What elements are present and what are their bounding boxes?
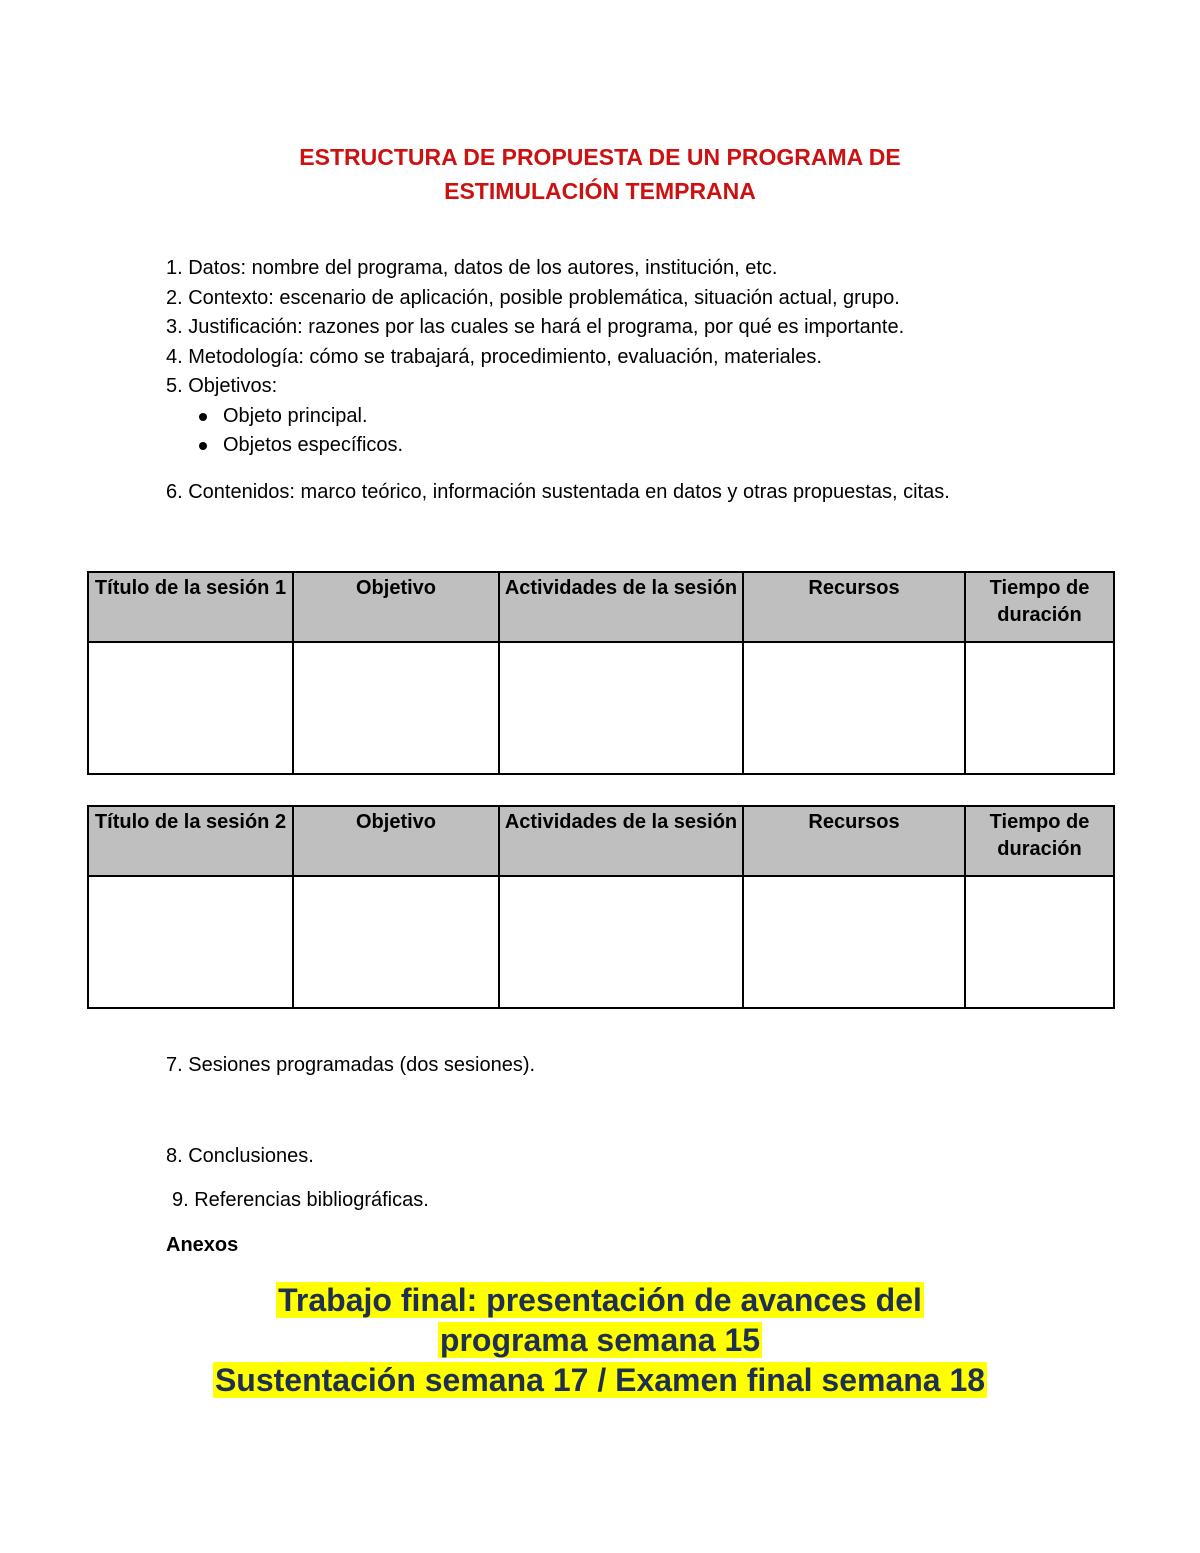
table-cell[interactable] (293, 642, 499, 774)
list-item-sesiones: 7. Sesiones programadas (dos sesiones). (166, 1054, 536, 1076)
table-cell[interactable] (743, 642, 965, 774)
list-item: 3. Justificación: razones por las cuales se hará el programa, por qué es importante. (166, 316, 905, 338)
list-item-conclusiones: 8. Conclusiones. (166, 1145, 314, 1167)
table-cell[interactable] (499, 642, 743, 774)
table-cell[interactable] (965, 642, 1114, 774)
list-item: 1. Datos: nombre del programa, datos de los autores, institución, etc. (166, 257, 778, 279)
table-cell[interactable] (88, 876, 293, 1008)
bullet-item: Objeto principal. (166, 402, 1066, 432)
session-table-2 (87, 805, 1115, 1009)
table-cell[interactable] (499, 876, 743, 1008)
header-cell: Objetivo (293, 806, 499, 876)
table-row (88, 642, 1114, 774)
header-cell: Actividades de la sesión (499, 572, 743, 642)
anexos-heading: Anexos (166, 1234, 239, 1256)
table-cell[interactable] (965, 876, 1114, 1008)
header-cell: Actividades de la sesión (499, 806, 743, 876)
final-line-1: Trabajo final: presentación de avances del (278, 1282, 922, 1318)
bullet-item: Objetos específicos. (166, 431, 1066, 461)
final-line-2: programa semana 15 (439, 1322, 761, 1358)
table-header-row (88, 572, 1114, 642)
title-line-2: ESTIMULACIÓN TEMPRANA (444, 178, 756, 204)
table-row (88, 876, 1114, 1008)
table-cell[interactable] (293, 876, 499, 1008)
header-cell: Recursos (743, 806, 965, 876)
header-cell: Objetivo (293, 572, 499, 642)
final-notice (0, 1280, 1200, 1400)
title-line-1: ESTRUCTURA DE PROPUESTA DE UN PROGRAMA DE (299, 144, 901, 170)
table-cell[interactable] (743, 876, 965, 1008)
list-item-contenidos: 6. Contenidos: marco teórico, información sustentada en datos y otras propuestas, citas. (166, 481, 950, 503)
list-item: 2. Contexto: escenario de aplicación, posible problemática, situación actual, grupo. (166, 286, 900, 309)
header-cell: Título de la sesión 2 (88, 806, 293, 876)
header-cell: Recursos (743, 572, 965, 642)
header-cell: Título de la sesión 1 (88, 572, 293, 642)
table-header-row (88, 806, 1114, 876)
list-item: 5. Objetivos: (166, 375, 278, 397)
list-item: 4. Metodología: cómo se trabajará, procedimiento, evaluación, materiales. (166, 345, 822, 368)
header-cell: Tiempo de duración (965, 572, 1114, 642)
session-table-1 (87, 571, 1115, 775)
header-cell: Tiempo de duración (965, 806, 1114, 876)
table-cell[interactable] (88, 642, 293, 774)
structure-list (166, 254, 1066, 461)
list-item-referencias: 9. Referencias bibliográficas. (172, 1189, 429, 1211)
final-line-3: Sustentación semana 17 / Examen final semana 18 (214, 1362, 986, 1398)
document-title (0, 140, 1200, 208)
